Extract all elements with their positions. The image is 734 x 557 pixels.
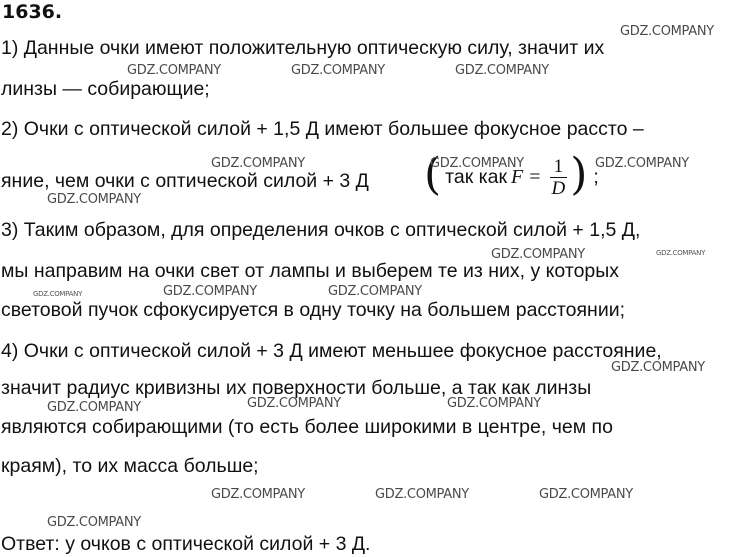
watermark: GDZ.COMPANY (291, 63, 385, 78)
watermark: GDZ.COMPANY (447, 396, 541, 411)
watermark: GDZ.COMPANY (491, 247, 585, 262)
problem-number: 1636. (2, 1, 63, 23)
solution-line-5: 3) Таким образом, для определения очков с оптической силой + 1,5 Д, (1, 219, 641, 241)
watermark: GDZ.COMPANY (539, 487, 633, 502)
watermark: GDZ.COMPANY (656, 249, 706, 257)
watermark: GDZ.COMPANY (163, 284, 257, 299)
watermark: GDZ.COMPANY (455, 63, 549, 78)
watermark: GDZ.COMPANY (375, 487, 469, 502)
watermark: GDZ.COMPANY (47, 515, 141, 530)
solution-line-10: являются собирающими (то есть более широкими в центре, чем по (1, 416, 613, 438)
watermark: GDZ.COMPANY (211, 487, 305, 502)
solution-line-1: 1) Данные очки имеют положительную оптическую силу, значит их (1, 37, 605, 59)
solution-line-2: линзы — собирающие; (1, 78, 210, 100)
watermark: GDZ.COMPANY (611, 360, 705, 375)
watermark: GDZ.COMPANY (595, 156, 689, 171)
watermark: GDZ.COMPANY (620, 24, 714, 39)
watermark: GDZ.COMPANY (247, 396, 341, 411)
solution-line-4: яние, чем очки с оптической силой + 3 Д (1, 170, 369, 192)
watermark: GDZ.COMPANY (211, 156, 305, 171)
watermark: GDZ.COMPANY (328, 284, 422, 299)
solution-line-11: краям), то их масса больше; (1, 455, 259, 477)
watermark: GDZ.COMPANY (33, 290, 83, 298)
formula-close-paren: ) (570, 149, 588, 200)
solution-line-6: мы направим на очки свет от лампы и выберем те из них, у которых (1, 260, 620, 282)
formula-semicolon: ; (593, 165, 599, 188)
formula-text: так как (445, 165, 508, 188)
watermark: GDZ.COMPANY (127, 63, 221, 78)
fraction-denominator: D (551, 177, 566, 199)
formula-equals: = (529, 165, 541, 188)
formula-variable: F (511, 165, 524, 188)
watermark: GDZ.COMPANY (47, 192, 141, 207)
formula-open-paren: ( (424, 149, 442, 200)
fraction-numerator: 1 (553, 155, 564, 177)
watermark: GDZ.COMPANY (47, 400, 141, 415)
solution-line-7: световой пучок сфокусируется в одну точку на большем расстоянии; (1, 299, 626, 321)
formula-fraction (550, 156, 568, 199)
watermark: GDZ.COMPANY (430, 156, 524, 171)
solution-line-9: значит радиус кривизны их поверхности больше, а так как линзы (1, 377, 592, 399)
answer-line: Ответ: у очков с оптической силой + 3 Д. (1, 533, 371, 555)
solution-line-3: 2) Очки с оптической силой + 1,5 Д имеют большее фокусное рассто – (1, 118, 644, 140)
solution-line-8: 4) Очки с оптической силой + 3 Д имеют меньшее фокусное расстояние, (1, 340, 662, 362)
